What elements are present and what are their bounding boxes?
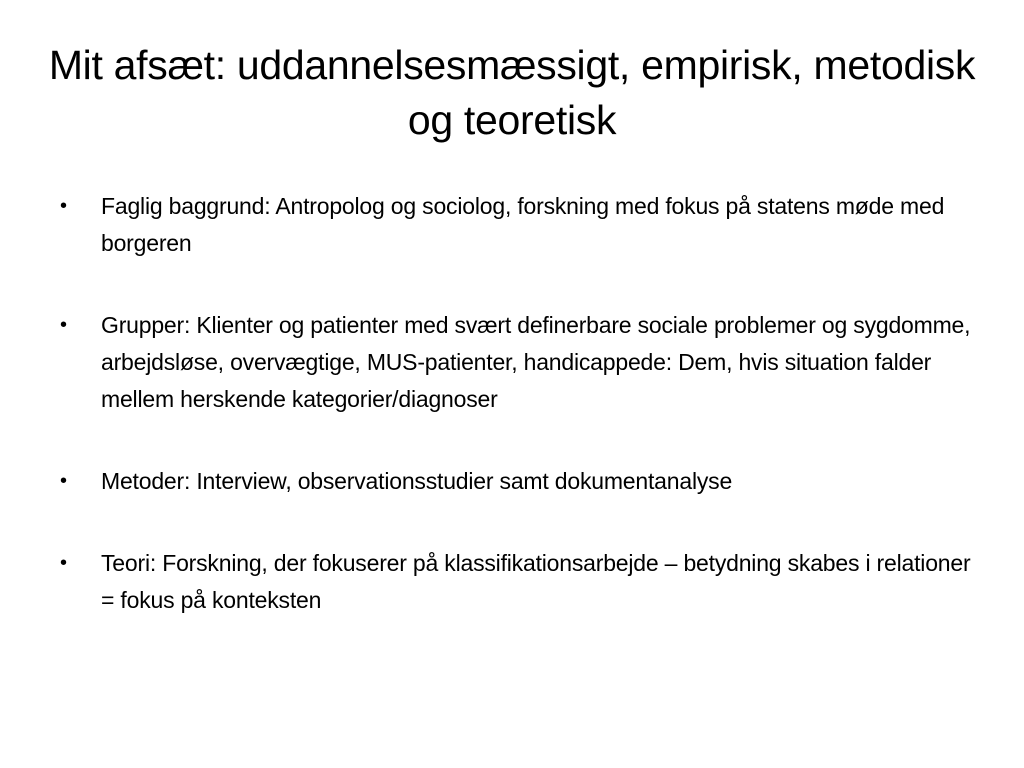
bullet-text: Metoder: Interview, observationsstudier samt dokumentanalyse	[101, 468, 733, 494]
bullet-icon: •	[60, 470, 67, 492]
bullet-text: Faglig baggrund: Antropolog og sociolog, forskning med fokus på statens møde med borgeren	[101, 193, 945, 256]
bullet-item-methods	[60, 463, 980, 500]
slide-title: Mit afsæt: uddannelsesmæssigt, empirisk, metodisk og teoretisk	[48, 42, 976, 143]
bullet-item-groups	[60, 307, 980, 418]
bullet-icon: •	[60, 195, 67, 217]
bullet-list	[60, 188, 980, 619]
bullet-item-background	[60, 188, 980, 262]
bullet-item-theory	[60, 545, 980, 619]
bullet-text: Grupper: Klienter og patienter med svært definerbare sociale problemer og sygdomme, arbejdsløse, overvægtige, MUS-patienter, handicappede: Dem, hvis situation falder mellem herskende kategorier/diagnoser	[101, 312, 971, 412]
bullet-text: Teori: Forskning, der fokuserer på klassifikationsarbejde – betydning skabes i relationer = fokus på konteksten	[101, 550, 971, 613]
bullet-icon: •	[60, 314, 67, 336]
bullet-icon: •	[60, 552, 67, 574]
